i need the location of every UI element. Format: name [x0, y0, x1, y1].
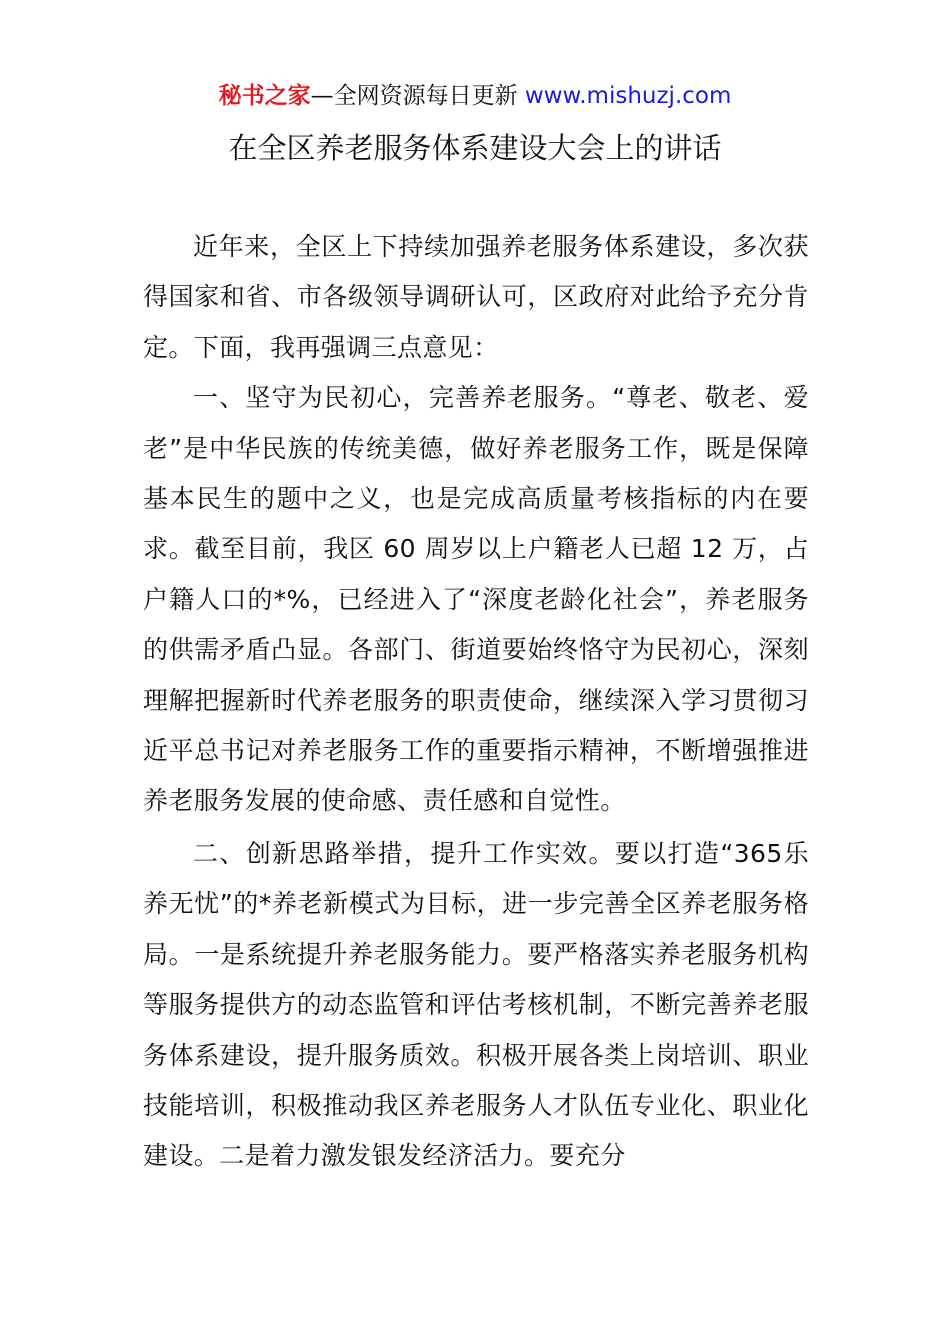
brand-name: 秘书之家 [218, 83, 311, 109]
site-header [0, 80, 950, 112]
paragraph-point-one: 一、坚守为民初心，完善养老服务。“尊老、敬老、爱老”是中华民族的传统美德，做好养老服务工作，既是保障基本民生的题中之义，也是完成高质量考核指标的内在要求。截至目前，我区 60 周岁以上户籍老人已超 12 万，占户籍人口的*%，已经进入了“深度老龄化社会”，养老服务的供需矛盾凸显。各部门、街道要始终恪守为民初心，深刻理解把握新时代养老服务的职责使命，继续深入学习贯彻习近平总书记对养老服务工作的重要指示精神，不断增强推进养老服务发展的使命感、责任感和自觉性。 [143, 383, 809, 816]
document-title: 在全区养老服务体系建设大会上的讲话 [228, 131, 722, 165]
paragraph-intro: 近年来，全区上下持续加强养老服务体系建设，多次获得国家和省、市各级领导调研认可，区政府对此给予充分肯定。下面，我再强调三点意见： [143, 232, 809, 362]
site-url-link[interactable]: www.mishuzj.com [524, 83, 732, 109]
header-tagline: —全网资源每日更新 [310, 83, 525, 109]
document-body [143, 222, 809, 1182]
paragraph-point-two: 二、创新思路举措，提升工作实效。要以打造“365乐养无忧”的*养老新模式为目标，进一步完善全区养老服务格局。一是系统提升养老服务能力。要严格落实养老服务机构等服务提供方的动态监管和评估考核机制，不断完善养老服务体系建设，提升服务质效。积极开展各类上岗培训、职业技能培训，积极推动我区养老服务人才队伍专业化、职业化建设。二是着力激发银发经济活力。要充分 [143, 838, 809, 1171]
